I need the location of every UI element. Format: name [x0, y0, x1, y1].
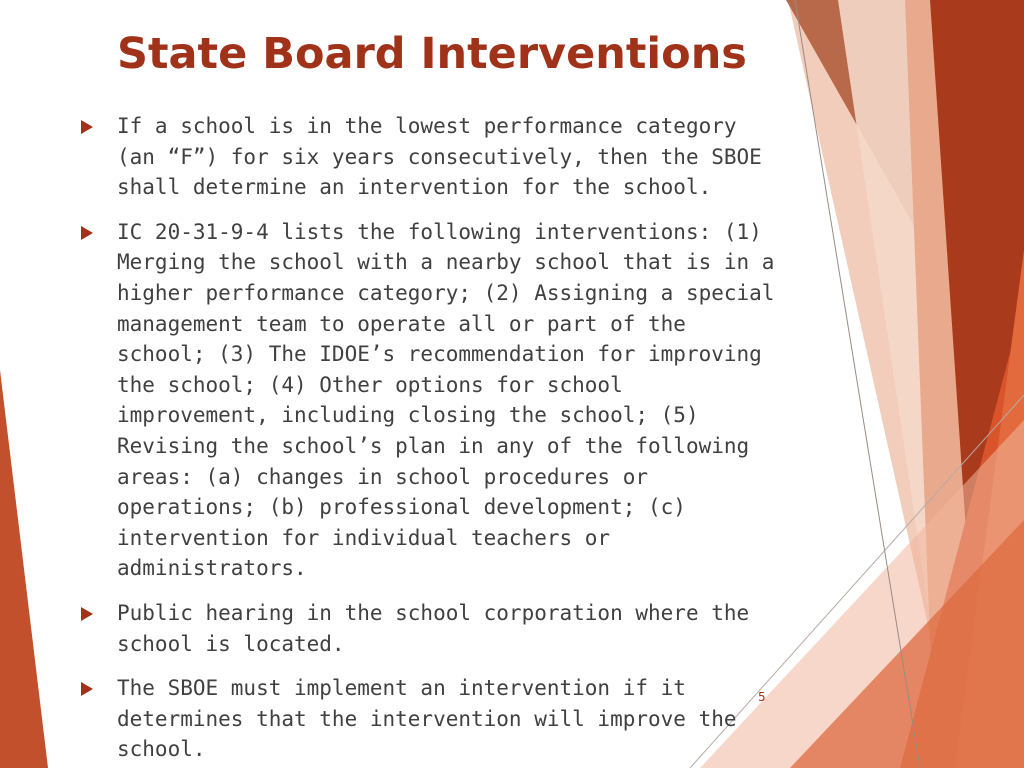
bullet-text: Public hearing in the school corporation where the school is located.: [117, 600, 750, 656]
bullet-list: [76, 111, 776, 768]
right-triangle-arrow-icon: [81, 682, 93, 696]
bullet-item: [76, 111, 776, 203]
deco-shape-left: [0, 370, 48, 768]
right-triangle-arrow-icon: [81, 607, 93, 621]
bullet-text: The SBOE must implement an intervention if it determines that the intervention will improve the school.: [117, 676, 737, 762]
bullet-item: [76, 673, 776, 765]
bullet-text: IC 20-31-9-4 lists the following interventions: (1) Merging the school with a nearby school that is in a higher performance category; (2) Assigning a special management team to operate all or part of the school; (3) The IDOE’s recommendation for improving the school; (4) Other options for school improvement, including closing the school; (5) Revising the school’s plan in any of the following areas: (a) changes in school procedures or operations; (b) professional development; (c) intervention for individual teachers or administrators.: [117, 219, 775, 581]
bullet-item: [76, 217, 776, 584]
right-triangle-arrow-icon: [81, 120, 93, 134]
page-number: 5: [758, 690, 766, 704]
slide-title: State Board Interventions: [117, 29, 747, 79]
bullet-item: [76, 598, 776, 659]
right-triangle-arrow-icon: [81, 226, 93, 240]
bullet-text: If a school is in the lowest performance category (an “F”) for six years consecutively, then the SBOE shall determine an intervention for the school.: [117, 114, 762, 200]
